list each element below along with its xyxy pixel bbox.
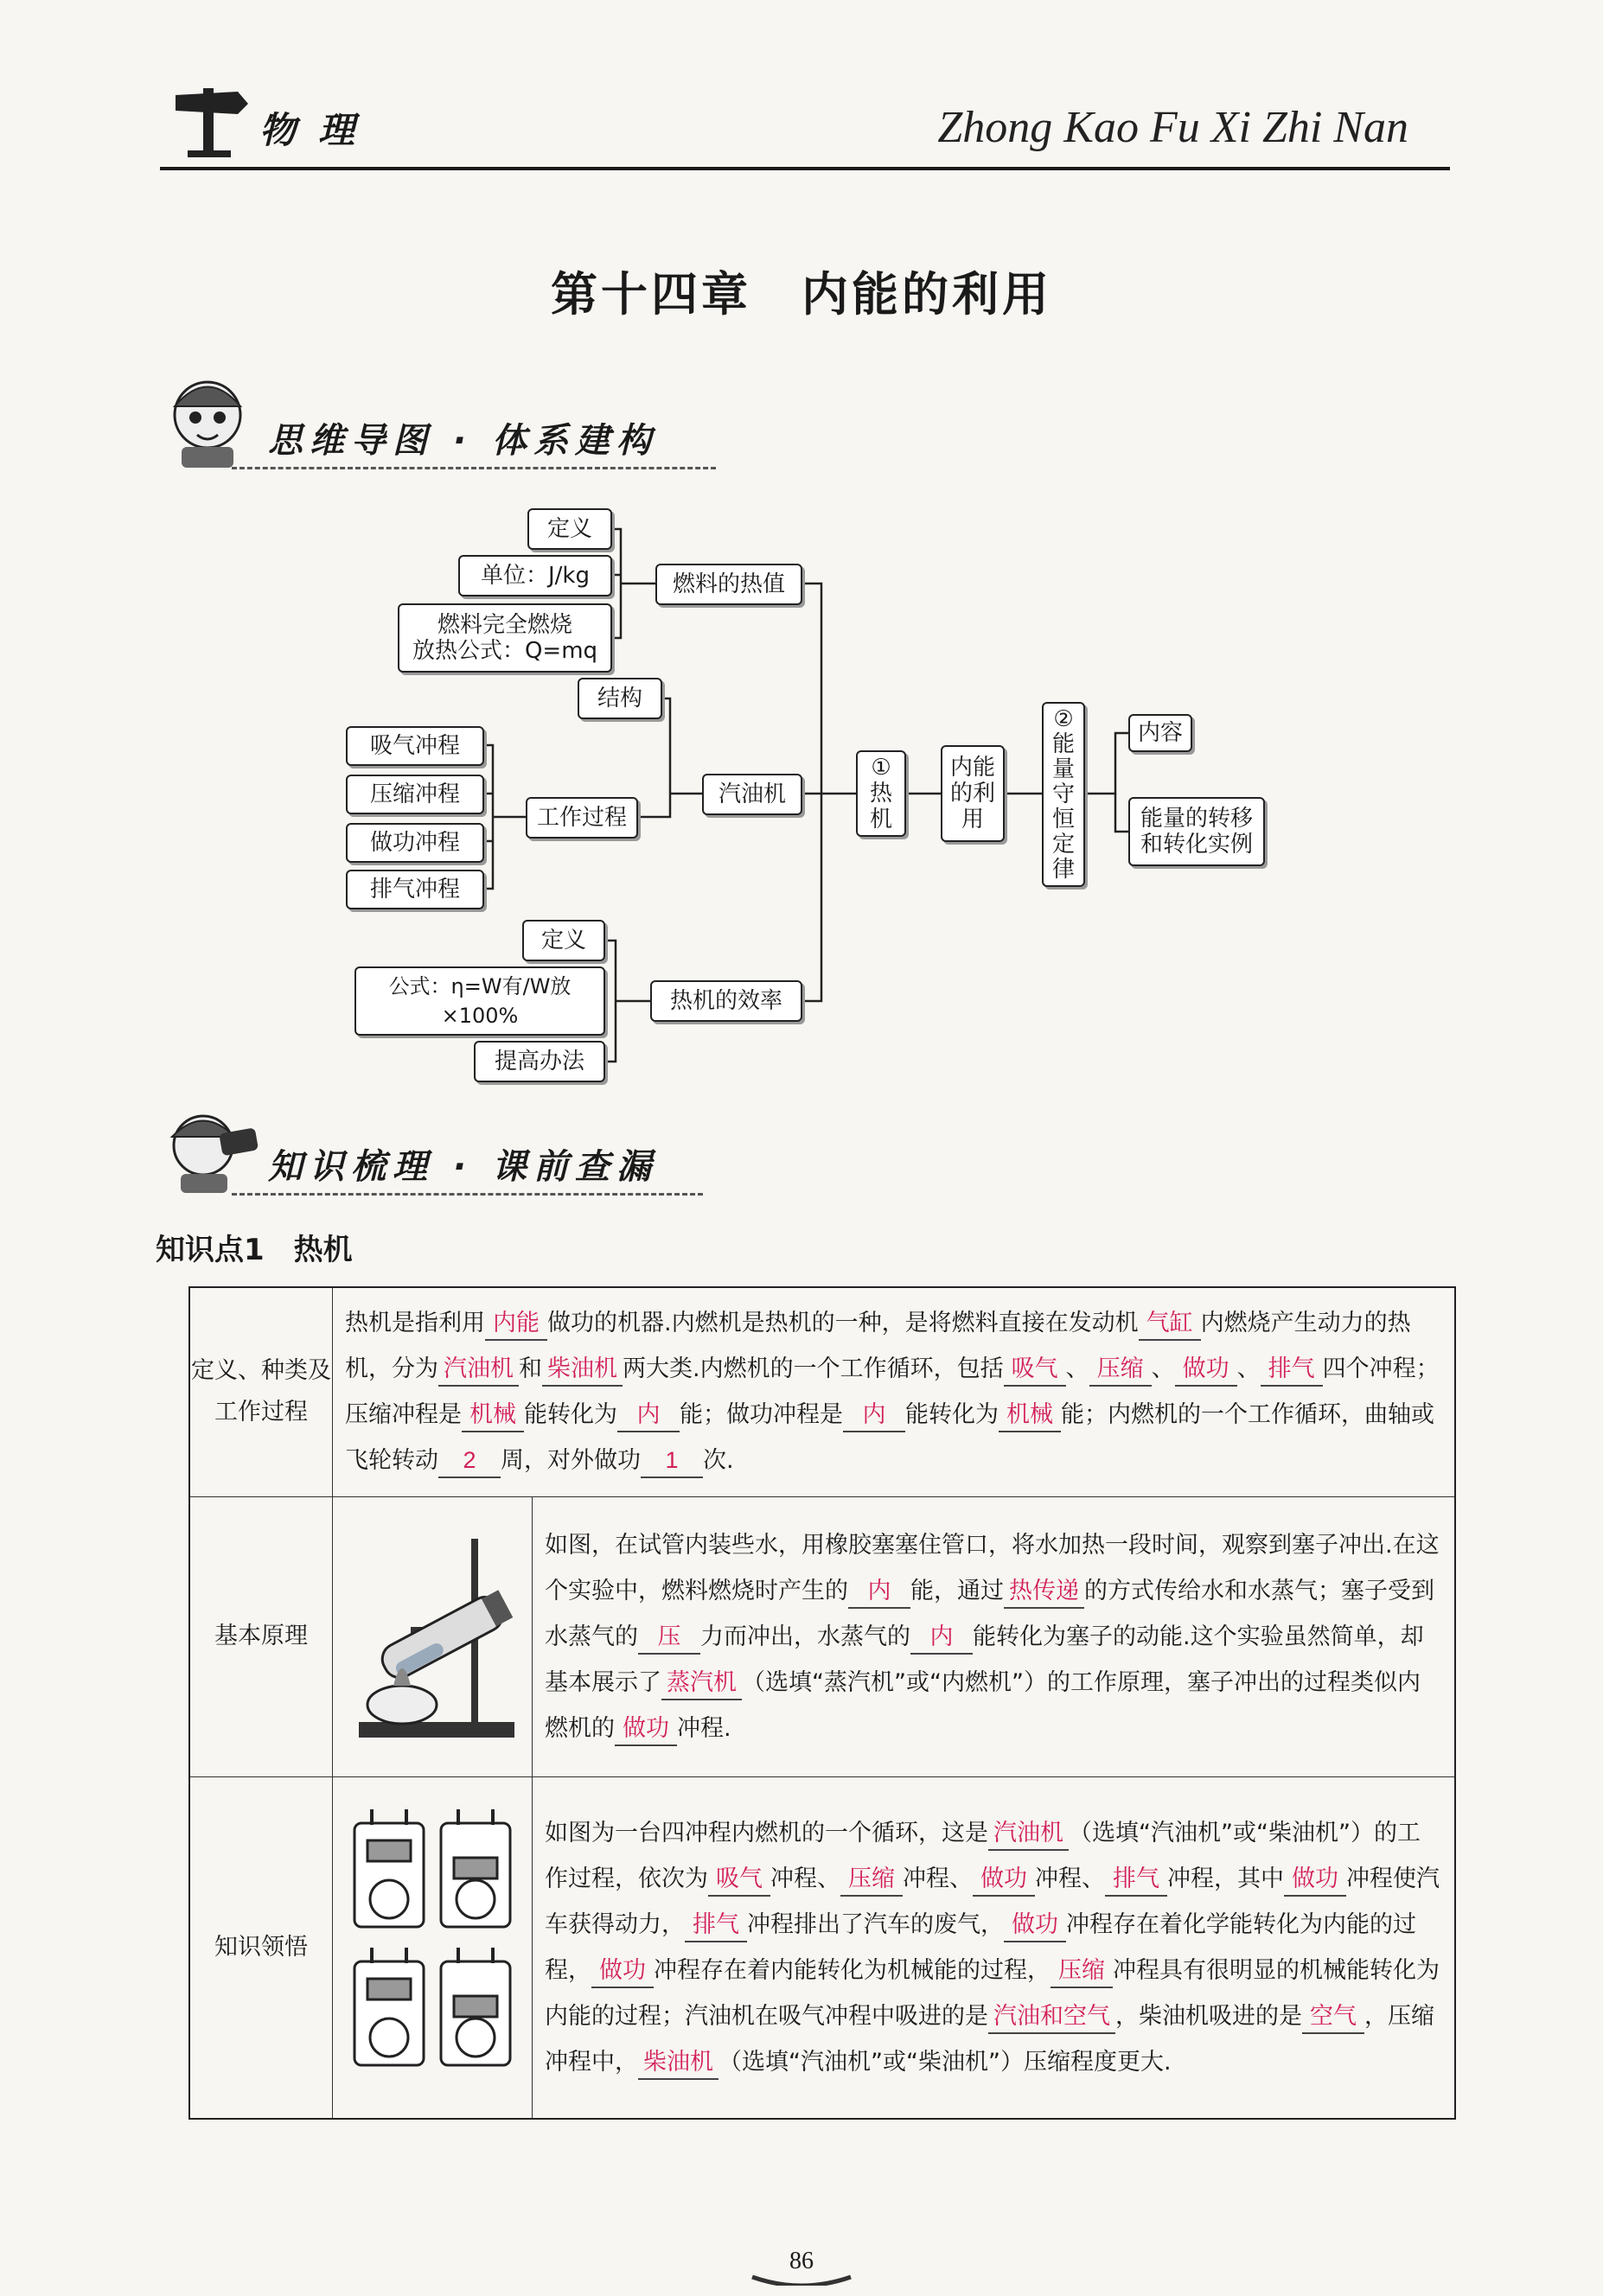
mm-definition-2: 定义 [522, 920, 605, 961]
knowledge-point-title: 知识点1 热机 [156, 1233, 353, 1267]
text-seg: 和 [519, 1355, 542, 1383]
mm-gasoline-engine: 汽油机 [702, 774, 802, 815]
text-seg: 、 [1065, 1355, 1089, 1383]
text-seg: 冲程、 [770, 1865, 840, 1892]
mindmap-connectors [0, 0, 1603, 1124]
row-content-principle [533, 1496, 1456, 1776]
table-row [189, 1776, 1455, 2119]
mm-use-of-internal-energy [941, 745, 1005, 842]
mm-cons-c4: 恒 [1051, 806, 1075, 832]
mm-use-line2: 的利 [949, 781, 995, 807]
mm-compression-stroke: 压缩冲程 [346, 775, 484, 814]
answer-blank: 气缸 [1139, 1306, 1201, 1341]
answer-blank: 排气 [1261, 1352, 1323, 1387]
text-seg: 能转化为 [524, 1401, 617, 1429]
knowledge-table [188, 1286, 1456, 2120]
answer-blank: 吸气 [1004, 1352, 1066, 1387]
section-underline-2 [232, 1193, 703, 1196]
text-seg: 冲程，其中 [1167, 1865, 1284, 1892]
mm-work-process: 工作过程 [526, 797, 638, 839]
mm-definition-1: 定义 [527, 508, 612, 550]
text-seg: ，柴油机吸进的是 [1115, 2002, 1302, 2030]
text-seg: 如图，在试管内装些水，用橡胶塞塞住管口，将水加热一段时间，观察到塞子冲出.在这个实验中，燃料燃烧时产生的 [545, 1531, 1440, 1604]
text-seg: 力而冲出，水蒸气的 [700, 1623, 910, 1650]
text-seg: 冲程、 [903, 1865, 973, 1892]
answer-blank: 做功 [615, 1712, 677, 1746]
mm-use-line3: 用 [961, 807, 984, 832]
answer-blank: 1 [641, 1444, 703, 1478]
text-seg: （选填“蒸汽机”或“内燃机”）的工作原理，塞子冲出的过程类似内燃机的 [545, 1668, 1421, 1742]
answer-blank: 排气 [685, 1908, 747, 1942]
row-label-principle: 基本原理 [189, 1496, 333, 1776]
section-mindmap-title: 思维导图 · 体系建构 [268, 421, 659, 461]
text-seg: 能，通过 [910, 1577, 1004, 1604]
mm-heat-engine [856, 750, 906, 837]
answer-blank: 柴油机 [638, 2045, 718, 2080]
mm-cons-num: ② [1053, 705, 1074, 732]
mm-cons-c5: 定 [1051, 831, 1075, 858]
answer-blank: 内 [843, 1398, 905, 1432]
answer-blank: 做功 [973, 1862, 1035, 1897]
table-row [189, 1496, 1455, 1776]
mm-structure: 结构 [578, 678, 662, 719]
answer-blank: 汽油机 [988, 1816, 1069, 1851]
text-seg: 冲程. [677, 1714, 731, 1742]
mm-fuel-value: 燃料的热值 [655, 564, 802, 605]
mm-heat-formula-line1: 燃料完全燃烧 [437, 612, 572, 638]
header-pinyin: Zhong Kao Fu Xi Zhi Nan [937, 103, 1408, 152]
answer-blank: 汽油和空气 [988, 1999, 1115, 2034]
answer-blank: 做功 [1284, 1862, 1346, 1897]
answer-blank: 空气 [1302, 1999, 1364, 2034]
answer-blank: 热传递 [1004, 1574, 1084, 1609]
text-seg: 周，对外做功 [501, 1447, 641, 1475]
text-seg: 、 [1151, 1355, 1175, 1383]
answer-blank: 压缩 [1089, 1352, 1152, 1387]
mm-energy-transfer-examples [1128, 797, 1265, 866]
section-knowledge-title: 知识梳理 · 课前查漏 [268, 1147, 659, 1187]
mm-heat-formula [398, 603, 612, 673]
mm-heat-engine-c2: 机 [869, 807, 892, 832]
text-seg: 如图为一台四冲程内燃机的一个循环，这是 [545, 1819, 988, 1846]
answer-blank: 压缩 [840, 1862, 903, 1897]
text-seg: 能；做功冲程是 [680, 1401, 843, 1429]
mm-heat-engine-num: ① [871, 755, 891, 781]
row-label-understanding: 知识领悟 [189, 1776, 333, 2119]
mm-cons-c2: 量 [1051, 756, 1075, 782]
answer-blank: 做功 [1175, 1352, 1237, 1387]
mm-cons-c1: 能 [1051, 730, 1075, 757]
text-seg: 能；内燃机的一个工作循环，曲轴或飞轮转动 [345, 1401, 1434, 1475]
answer-blank: 内能 [485, 1306, 547, 1341]
answer-blank: 内 [848, 1574, 910, 1609]
test-tube-apparatus-icon [342, 1521, 523, 1746]
table-row [189, 1287, 1455, 1496]
header-subject: 物理 [259, 109, 378, 151]
answer-blank: 吸气 [708, 1862, 770, 1897]
answer-blank: 柴油机 [542, 1352, 623, 1387]
mm-efficiency-formula: 公式：η=W有/W放×100% [354, 966, 605, 1036]
answer-blank: 压缩 [1051, 1954, 1113, 1988]
mm-transfer-line2: 和转化实例 [1140, 832, 1253, 858]
text-seg: 冲程存在着内能转化为机械能的过程， [654, 1956, 1051, 1984]
text-seg: 的方式传给水和水蒸气；塞子受到水蒸气的 [545, 1577, 1434, 1650]
answer-blank: 2 [438, 1444, 501, 1478]
answer-blank: 排气 [1105, 1862, 1167, 1897]
text-seg: 冲程、 [1035, 1865, 1105, 1892]
page-number: 86 [789, 2248, 814, 2274]
text-seg: 能转化为塞子的动能.这个实验虽然简单，却基本展示了 [545, 1623, 1424, 1696]
text-seg: 冲程排出了汽车的废气， [747, 1910, 1004, 1938]
mm-cons-c3: 守 [1051, 781, 1075, 807]
mm-transfer-line1: 能量的转移 [1140, 806, 1253, 832]
mm-heat-engine-c1: 热 [869, 781, 892, 807]
answer-blank: 机械 [462, 1398, 524, 1432]
mm-heat-engine-efficiency: 热机的效率 [650, 980, 802, 1022]
row-label-definition: 定义、种类及工作过程 [189, 1287, 333, 1496]
mm-improvement-methods: 提高办法 [474, 1041, 605, 1082]
answer-blank: 做功 [591, 1954, 654, 1988]
mm-intake-stroke: 吸气冲程 [346, 726, 484, 766]
text-seg: 四个冲程；压缩冲程是 [345, 1355, 1440, 1429]
mm-exhaust-stroke: 排气冲程 [346, 870, 484, 909]
answer-blank: 汽油机 [438, 1352, 519, 1387]
text-seg: 次. [703, 1447, 734, 1475]
text-seg: 冲程具有很明显的机械能转化为内能的过程；汽油机在吸气冲程中吸进的是 [545, 1956, 1440, 2030]
row-content-definition [333, 1287, 1456, 1496]
answer-blank: 压 [638, 1620, 700, 1655]
answer-blank: 机械 [999, 1398, 1061, 1432]
text-seg: 能转化为 [905, 1401, 999, 1429]
figure-four-stroke-engine [333, 1776, 533, 2119]
text-seg: 热机是指利用 [345, 1310, 485, 1337]
text-seg: 内燃烧产生动力的热机，分为 [345, 1310, 1411, 1383]
chapter-title: 第十四章 内能的利用 [551, 267, 1052, 322]
answer-blank: 做功 [1004, 1908, 1066, 1942]
mm-energy-conservation [1042, 702, 1085, 887]
answer-blank: 内 [617, 1398, 680, 1432]
mm-use-line1: 内能 [949, 755, 995, 781]
text-seg: ，压缩冲程中， [545, 2002, 1434, 2076]
mm-power-stroke: 做功冲程 [346, 823, 484, 863]
answer-blank: 内 [910, 1620, 973, 1655]
text-seg: 冲程存在着化学能转化为内能的过程， [545, 1910, 1416, 1984]
figure-test-tube-experiment [333, 1496, 533, 1776]
mm-content: 内容 [1128, 714, 1192, 752]
mm-unit: 单位：J/kg [458, 555, 612, 596]
text-seg: 做功的机器.内燃机是热机的一种，是将燃料直接在发动机 [547, 1310, 1139, 1337]
cartoon-telescope-boy-icon [160, 1098, 264, 1197]
mm-cons-c6: 律 [1051, 856, 1075, 883]
text-seg: 、 [1236, 1355, 1261, 1383]
text-seg: 冲程使汽车获得动力， [545, 1865, 1440, 1938]
mm-heat-formula-line2: 放热公式：Q=mq [412, 638, 598, 664]
text-seg: 两大类.内燃机的一个工作循环，包括 [623, 1355, 1004, 1383]
text-seg: （选填“汽油机”或“柴油机”）的工作过程，依次为 [545, 1819, 1421, 1892]
text-seg: （选填“汽油机”或“柴油机”）压缩程度更大. [718, 2048, 1172, 2076]
row-content-understanding [533, 1776, 1456, 2119]
answer-blank: 蒸汽机 [661, 1666, 742, 1700]
engine-cycle-diagrams-icon [342, 1797, 523, 2091]
